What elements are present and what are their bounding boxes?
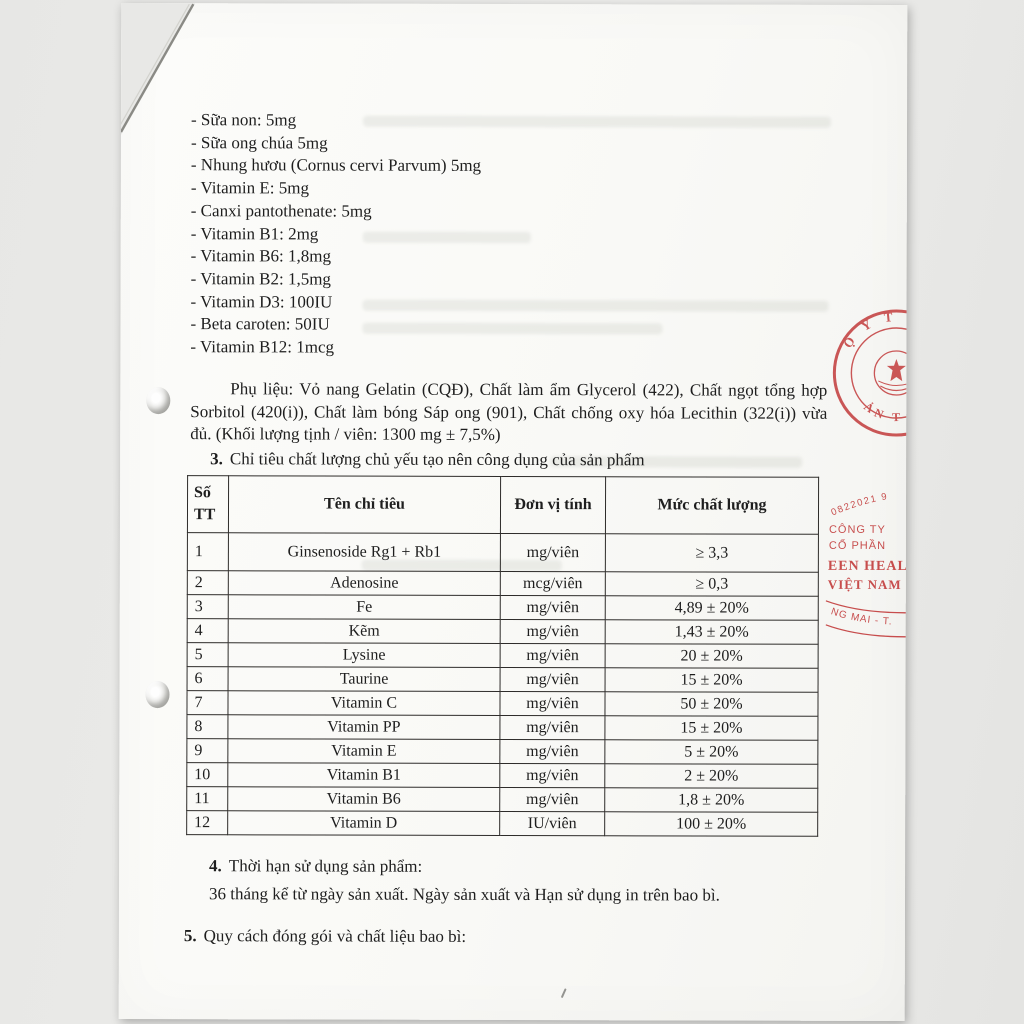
- ingredient-item: - Nhung hươu (Cornus cervi Parvum) 5mg: [190, 155, 482, 176]
- table-row: [187, 595, 818, 621]
- table-row: [187, 667, 818, 693]
- company-stamp-line3: EEN HEAL: [827, 558, 908, 575]
- table-row: [187, 715, 818, 741]
- table-row: [187, 533, 818, 573]
- ingredient-list: [190, 109, 481, 359]
- cell-criterion: Vitamin D: [228, 811, 500, 836]
- svg-text:ẢN T: [861, 399, 904, 424]
- seal-bottom-arc-text: ẢN T: [861, 399, 905, 425]
- section-4-number: 4.: [209, 856, 222, 876]
- svg-text:NG MAI - T.: [829, 606, 892, 627]
- section-5-number: 5.: [183, 926, 197, 946]
- cell-unit: mg/viên: [500, 533, 605, 571]
- cell-stt: 6: [187, 667, 228, 691]
- cell-unit: mg/viên: [500, 715, 605, 739]
- excipients-paragraph: Phụ liệu: Vỏ nang Gelatin (CQĐ), Chất làm ẩm Glycerol (422), Chất ngọt tổng hợp Sorbitol (420(i)), Chất làm bóng Sáp ong (901), Chất chống oxy hóa Lecithin (322(i)) vừa đủ. (Khối lượng tịnh / viên: 1300 mg ± 7,5%): [190, 379, 828, 445]
- cell-stt: 2: [187, 571, 228, 595]
- cell-quality-level: 100 ± 20%: [605, 812, 818, 837]
- section-4-title: Thời hạn sử dụng sản phẩm:: [228, 856, 423, 876]
- cell-stt: 8: [187, 715, 228, 739]
- table-header-row: [187, 476, 818, 535]
- page-corner-fold: [121, 3, 195, 135]
- cell-criterion: Vitamin C: [228, 691, 500, 716]
- header-stt: Số TT: [187, 476, 228, 533]
- cell-criterion: Vitamin B6: [228, 787, 500, 812]
- cell-unit: mcg/viên: [500, 571, 605, 595]
- cell-unit: mg/viên: [500, 619, 605, 643]
- cell-stt: 5: [187, 643, 228, 667]
- cell-quality-level: 4,89 ± 20%: [605, 596, 818, 621]
- ingredient-item: - Vitamin B1: 2mg: [190, 223, 319, 244]
- cell-quality-level: 1,8 ± 20%: [605, 788, 818, 813]
- section-5-heading: [184, 925, 466, 948]
- ingredient-item: - Sữa ong chúa 5mg: [190, 132, 328, 153]
- cell-unit: IU/viên: [500, 811, 605, 835]
- table-row: [187, 739, 818, 765]
- table-row: [187, 643, 818, 669]
- cell-unit: mg/viên: [500, 763, 605, 787]
- svg-text:Ộ Y T: [840, 308, 898, 350]
- company-stamp-serial: 0822021 9: [829, 491, 890, 519]
- table-row: [187, 763, 818, 789]
- cell-stt: 11: [187, 787, 228, 811]
- ingredient-item: - Canxi pantothenate: 5mg: [190, 200, 372, 221]
- header-quality-level: Mức chất lượng: [605, 477, 818, 535]
- cell-stt: 12: [187, 811, 228, 835]
- quality-criteria-table: [186, 475, 819, 837]
- scanned-document-page: [119, 3, 908, 1021]
- cell-criterion: Vitamin E: [228, 739, 500, 764]
- cell-quality-level: 20 ± 20%: [605, 644, 818, 669]
- ingredient-item: - Beta caroten: 50IU: [190, 314, 330, 334]
- cell-unit: mg/viên: [500, 595, 605, 619]
- company-stamp: [826, 477, 908, 647]
- svg-text:0822021 9: [830, 491, 890, 519]
- cell-criterion: Kẽm: [228, 619, 500, 644]
- cell-stt: 9: [187, 739, 228, 763]
- seal-top-arc-text: Ộ Y T: [839, 308, 899, 351]
- cell-criterion: Fe: [228, 595, 500, 620]
- ministry-seal-stamp: [830, 297, 907, 449]
- punch-hole: [146, 387, 170, 414]
- table-row: [187, 811, 818, 837]
- cell-criterion: Ginsenoside Rg1 + Rb1: [228, 533, 500, 572]
- cell-criterion: Vitamin PP: [228, 715, 500, 740]
- cell-criterion: Lysine: [228, 643, 500, 668]
- ingredient-item: - Vitamin D3: 100IU: [190, 291, 333, 312]
- cell-stt: 3: [187, 595, 228, 619]
- cell-quality-level: 50 ± 20%: [605, 692, 818, 717]
- ingredient-item: - Vitamin B6: 1,8mg: [190, 246, 332, 266]
- ingredient-item: - Vitamin B12: 1mcg: [190, 337, 335, 357]
- ingredient-item: - Vitamin E: 5mg: [190, 178, 310, 198]
- cell-quality-level: 2 ± 20%: [605, 764, 818, 789]
- section-4-body: 36 tháng kể từ ngày sản xuất. Ngày sản xuất và Hạn sử dụng in trên bao bì.: [208, 884, 720, 905]
- ingredient-item: - Vitamin B2: 1,5mg: [190, 269, 331, 289]
- cell-stt: 7: [187, 691, 228, 715]
- section-4-heading: [209, 855, 422, 878]
- section-3-number: 3.: [210, 449, 223, 469]
- section-3-title: Chỉ tiêu chất lượng chủ yếu tạo nên công dụng của sản phẩm: [229, 449, 645, 470]
- seal-emblem-ring: [874, 351, 907, 395]
- punch-hole: [145, 681, 169, 708]
- ingredient-item: - Sữa non: 5mg: [191, 110, 297, 130]
- cell-unit: mg/viên: [500, 739, 605, 763]
- seal-star-icon: [887, 359, 906, 381]
- cell-unit: mg/viên: [500, 787, 605, 811]
- header-unit: Đơn vị tính: [500, 476, 605, 533]
- company-stamp-line2: CỔ PHẦN: [828, 539, 887, 552]
- cell-unit: mg/viên: [500, 643, 605, 667]
- cell-stt: 10: [187, 763, 228, 787]
- header-criterion: Tên chỉ tiêu: [228, 476, 500, 534]
- company-stamp-line1: CÔNG TY: [828, 523, 886, 536]
- cell-quality-level: 15 ± 20%: [605, 668, 818, 693]
- cell-criterion: Taurine: [228, 667, 500, 692]
- table-row: [187, 571, 818, 597]
- cell-criterion: Adenosine: [228, 571, 500, 596]
- cell-unit: mg/viên: [500, 667, 605, 691]
- cell-quality-level: ≥ 3,3: [605, 534, 818, 573]
- cell-quality-level: 1,43 ± 20%: [605, 620, 818, 645]
- scan-artifact: [561, 988, 567, 998]
- section-5-title: Quy cách đóng gói và chất liệu bao bì:: [203, 926, 467, 946]
- cell-stt: 1: [187, 533, 228, 571]
- cell-quality-level: 5 ± 20%: [605, 740, 818, 765]
- table-row: [187, 619, 818, 645]
- company-stamp-bottom-arc: NG MAI - T.: [829, 606, 893, 628]
- table-row: [187, 787, 818, 813]
- cell-unit: mg/viên: [500, 691, 605, 715]
- cell-stt: 4: [187, 619, 228, 643]
- table-row: [187, 691, 818, 717]
- cell-quality-level: 15 ± 20%: [605, 716, 818, 741]
- section-3-heading: [210, 448, 645, 472]
- cell-quality-level: ≥ 0,3: [605, 572, 818, 597]
- cell-criterion: Vitamin B1: [228, 763, 500, 788]
- company-stamp-line4: VIỆT NAM: [827, 576, 902, 593]
